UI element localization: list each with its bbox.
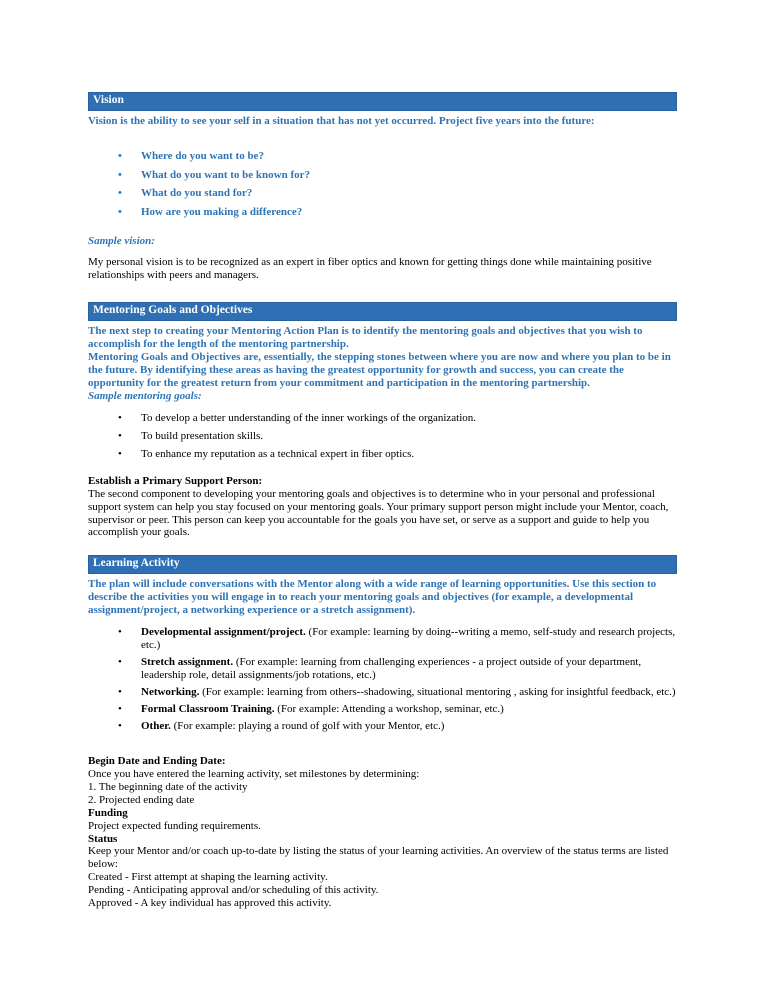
goals-sample-label: Sample mentoring goals: [88, 389, 202, 402]
section-header-goals [88, 302, 677, 321]
learning-bullet-formal-training-lead: Formal Classroom Training. [141, 702, 275, 715]
vision-bullet-4: • How are you making a difference? [118, 206, 677, 219]
learning-bullet-networking [118, 686, 677, 699]
goals-bullet-list [88, 412, 677, 461]
learning-bullet-developmental-lead: Developmental assignment/project. [141, 625, 306, 638]
dates-line-3: 2. Projected ending date [88, 793, 195, 806]
learning-bullet-developmental-text: (For example: learning by doing--writing a memo, self-study and research projects, etc.) [141, 625, 676, 651]
learning-bullet-developmental [118, 626, 677, 652]
learning-bullet-formal-training [118, 703, 677, 716]
dates-heading: Begin Date and Ending Date: [88, 754, 226, 767]
status-line-approved: Approved - A key individual has approved this activity. [88, 897, 332, 910]
goals-bullet-1: • To develop a better understanding of the inner workings of the organization. [118, 412, 677, 425]
status-intro: Keep your Mentor and/or coach up-to-date by listing the status of your learning activities. An overview of the status terms are listed below: [88, 845, 669, 871]
learning-bullet-networking-lead: Networking. [141, 685, 200, 698]
goals-paragraph-1: The next step to creating your Mentoring Action Plan is to identify the mentoring goals and objectives that you wish to accomplish for the length of the mentoring partnership. [88, 324, 643, 350]
learning-bullet-other [118, 720, 677, 733]
learning-bullet-networking-text: (For example: learning from others--shadowing, situational mentoring , asking for insightful feedback, etc.) [199, 685, 676, 698]
learning-bullet-formal-training-text: (For example: Attending a workshop, seminar, etc.) [274, 702, 504, 715]
vision-bullet-2: • What do you want to be known for? [118, 169, 677, 182]
goals-paragraph-2: Mentoring Goals and Objectives are, essentially, the stepping stones between where you are now and where you plan to be in the future. By identifying these areas as having the greatest opportunity for growth and success, you can create the opportunity for the greatest return from your commitment and participation in the mentoring partnership. [88, 350, 671, 389]
status-line-created: Created - First attempt at shaping the learning activity. [88, 871, 328, 884]
learning-bullet-stretch [118, 656, 677, 682]
funding-heading: Funding [88, 806, 128, 819]
dates-line-1: Once you have entered the learning activity, set milestones by determining: [88, 767, 420, 780]
vision-bullet-list [88, 150, 677, 220]
status-heading: Status [88, 832, 118, 845]
goals-bullet-3: • To enhance my reputation as a technical expert in fiber optics. [118, 448, 677, 461]
vision-sample-text: My personal vision is to be recognized as an expert in fiber optics and known for getting things done while maintaining positive relationships with peers and managers. [88, 256, 652, 282]
support-person-text: The second component to developing your mentoring goals and objectives is to determine who in your personal and professional support system can help you stay focused on your mentoring goals. Your primary support person might include your Mentor, coach, supervisor or peer. This person can keep you accountable for the goals you have set, or serve as a support and guide to help you accomplish your goals. [88, 487, 669, 539]
goals-bullet-2: • To build presentation skills. [118, 430, 677, 443]
learning-intro: The plan will include conversations with the Mentor along with a wide range of learning opportunities. Use this section to describe the activities you will engage in to reach your mentoring goals and objectives (for example, a developmental assignment/project, a networking experience or a stretch assignment). [88, 578, 657, 616]
section-header-learning-label: Learning Activity [93, 557, 180, 570]
vision-bullet-1: • Where do you want to be? [118, 150, 677, 163]
learning-bullet-list [88, 626, 677, 733]
section-header-vision-label: Vision [93, 94, 124, 106]
funding-text: Project expected funding requirements. [88, 819, 261, 832]
learning-bullet-stretch-text: (For example: learning from challenging experiences - a project outside of your department, leadership role, detail assignments/job rotations, etc.) [141, 655, 642, 681]
learning-bullet-stretch-lead: Stretch assignment. [141, 655, 234, 668]
vision-sample-label: Sample vision: [88, 235, 155, 248]
section-header-learning [88, 555, 677, 574]
document-page [88, 0, 677, 910]
section-header-vision [88, 92, 677, 111]
vision-bullet-3: • What do you stand for? [118, 187, 677, 200]
vision-intro: Vision is the ability to see your self in a situation that has not yet occurred. Project five years into the future: [88, 114, 595, 127]
learning-bullet-other-lead: Other. [141, 719, 171, 732]
section-header-goals-label: Mentoring Goals and Objectives [93, 304, 253, 317]
learning-bullet-other-text: (For example: playing a round of golf with your Mentor, etc.) [170, 719, 445, 732]
support-person-heading: Establish a Primary Support Person: [88, 474, 263, 487]
dates-line-2: 1. The beginning date of the activity [88, 780, 248, 793]
status-line-pending: Pending - Anticipating approval and/or scheduling of this activity. [88, 884, 379, 897]
